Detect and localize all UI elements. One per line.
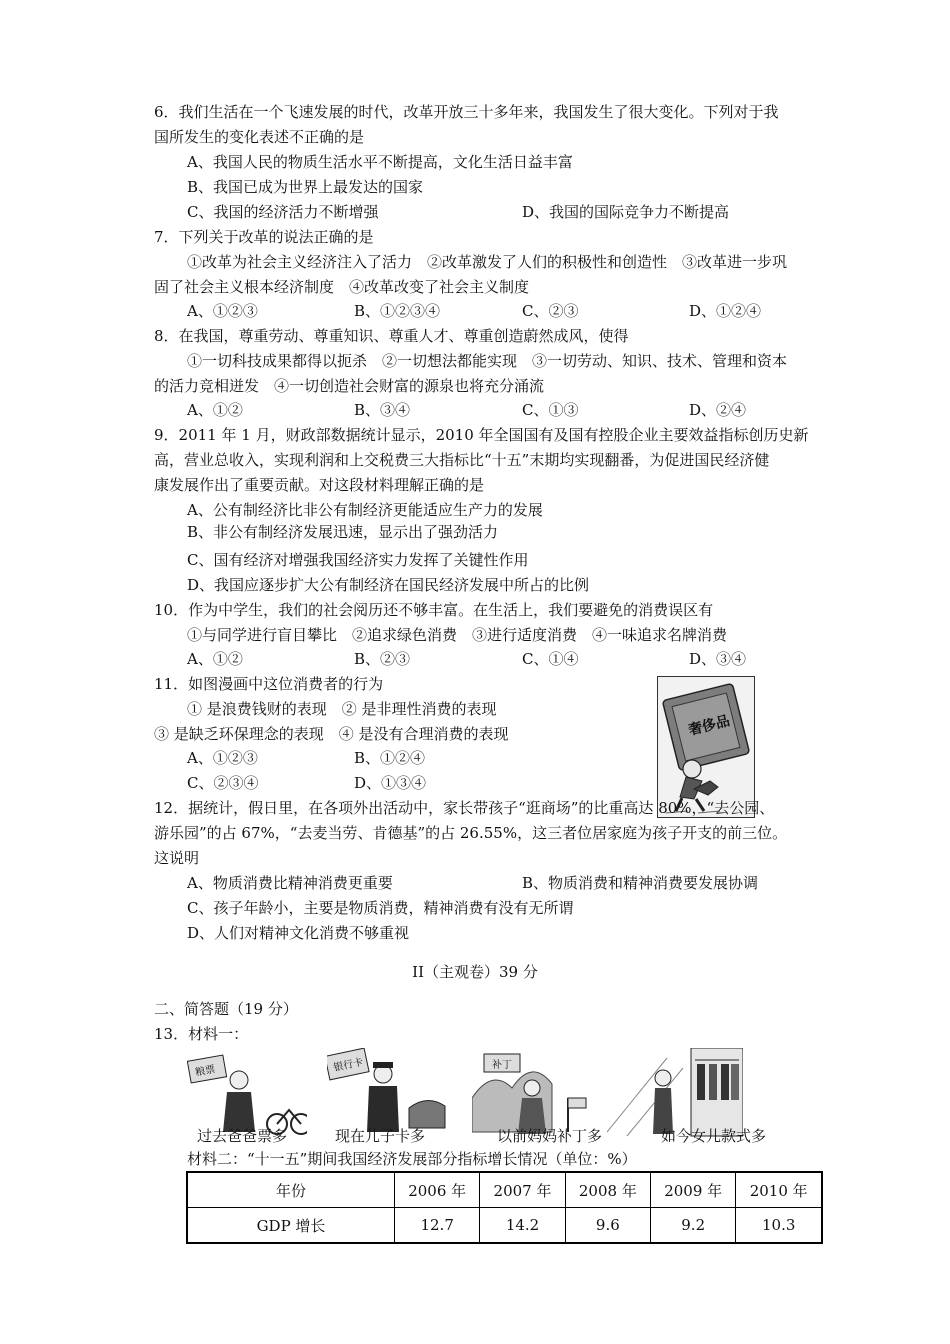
q9-option-c: C、国有经济对增强我国经济实力发挥了关键性作用 xyxy=(187,551,529,569)
q7-option-d: D、①②④ xyxy=(689,302,762,320)
comic-caption-mother: 以前妈妈补丁多 xyxy=(497,1127,603,1145)
q7-items-line2: 固了社会主义根本经济制度 ④改革改变了社会主义制度 xyxy=(154,278,530,296)
table-header-cell: 2008 年 xyxy=(565,1172,650,1208)
q9-option-d: D、我国应逐步扩大公有制经济在国民经济发展中所占的比例 xyxy=(187,576,590,594)
q10-items: ①与同学进行盲目攀比 ②追求绿色消费 ③进行适度消费 ④一味追求名牌消费 xyxy=(187,626,728,644)
comic-caption-son: 现在儿子卡多 xyxy=(335,1127,426,1145)
q12-stem-line2: 游乐园”的占 67%，“去麦当劳、肯德基”的占 26.55%，这三者位居家庭为孩子开支的前三位。 xyxy=(154,824,788,842)
q12-option-b: B、物质消费和精神消费要发展协调 xyxy=(522,874,759,892)
table-header-cell: 2007 年 xyxy=(480,1172,565,1208)
q8-option-b: B、③④ xyxy=(354,401,411,419)
cartoon-drawing xyxy=(658,677,754,817)
table-header-row xyxy=(187,1172,822,1208)
table-cell: 9.2 xyxy=(651,1208,736,1244)
q8-option-d: D、②④ xyxy=(689,401,747,419)
q12-option-d: D、人们对精神文化消费不够重视 xyxy=(187,924,410,942)
q11-option-c: C、②③④ xyxy=(187,774,259,792)
table-cell: GDP 增长 xyxy=(187,1208,395,1244)
q8-items-line2: 的活力竞相迸发 ④一切创造社会财富的源泉也将充分涌流 xyxy=(154,377,545,395)
table-cell: 14.2 xyxy=(480,1208,565,1244)
q8-option-a: A、①② xyxy=(187,401,243,419)
table-row xyxy=(187,1208,822,1244)
gdp-growth-table xyxy=(186,1171,823,1244)
q7-items-line1: ①改革为社会主义经济注入了活力 ②改革激发了人们的积极性和创造性 ③改革进一步巩 xyxy=(187,253,788,271)
table-header-cell: 2006 年 xyxy=(395,1172,480,1208)
q10-option-d: D、③④ xyxy=(689,650,747,668)
q9-stem-line2: 高，营业总收入，实现利润和上交税费三大指标比“十五”末期均实现翻番，为促进国民经济健 xyxy=(154,451,770,469)
q6-option-c: C、我国的经济活力不断增强 xyxy=(187,203,379,221)
comic-sign-patches: 补丁 xyxy=(492,1060,512,1071)
luxury-consumer-cartoon xyxy=(657,676,755,818)
q7-option-b: B、①②③④ xyxy=(354,302,441,320)
q12-option-c: C、孩子年龄小，主要是物质消费，精神消费有没有无所谓 xyxy=(187,899,574,917)
q11-items-line1: ① 是浪费钱财的表现 ② 是非理性消费的表现 xyxy=(187,700,497,718)
q12-option-a: A、物质消费比精神消费更重要 xyxy=(187,874,393,892)
comic-sign-coupons: 粮票 xyxy=(194,1064,217,1079)
q8-option-c: C、①③ xyxy=(522,401,579,419)
comic-caption-father: 过去爸爸票多 xyxy=(197,1127,288,1145)
table-cell: 10.3 xyxy=(736,1208,822,1244)
q10-option-a: A、①② xyxy=(187,650,243,668)
q9-stem-line3: 康发展作出了重要贡献。对这段材料理解正确的是 xyxy=(154,476,485,494)
q11-option-a: A、①②③ xyxy=(187,749,258,767)
q11-items-line2: ③ 是缺乏环保理念的表现 ④ 是没有合理消费的表现 xyxy=(154,725,509,743)
section2-title: II（主观卷）39 分 xyxy=(412,963,538,981)
q11-stem: 11．如图漫画中这位消费者的行为 xyxy=(154,675,384,693)
cartoon-luxury-label: 奢侈品 xyxy=(686,713,732,739)
q7-option-a: A、①②③ xyxy=(187,302,258,320)
table-header-cell: 年份 xyxy=(187,1172,395,1208)
q11-option-b: B、①②④ xyxy=(354,749,426,767)
q8-stem: 8．在我国，尊重劳动、尊重知识、尊重人才、尊重创造蔚然成风，使得 xyxy=(154,327,629,345)
q12-stem-line3: 这说明 xyxy=(154,849,200,867)
q6-option-b: B、我国已成为世界上最发达的国家 xyxy=(187,178,424,196)
q9-option-a: A、公有制经济比非公有制经济更能适应生产力的发展 xyxy=(187,501,543,519)
q12-stem-line1: 12．据统计，假日里，在各项外出活动中，家长带孩子“逛商场”的比重高达 80%，“去公园、 xyxy=(154,799,775,817)
comic-sign-bankcards: 银行卡 xyxy=(332,1056,365,1074)
q9-option-b: B、非公有制经济发展迅速，显示出了强劲活力 xyxy=(187,523,499,541)
q6-stem-line1: 6．我们生活在一个飞速发展的时代，改革开放三十多年来，我国发生了很大变化。下列对于我 xyxy=(154,103,779,121)
table-cell: 12.7 xyxy=(395,1208,480,1244)
q10-stem: 10．作为中学生，我们的社会阅历还不够丰富。在生活上，我们要避免的消费误区有 xyxy=(154,601,714,619)
material1-comic-strip xyxy=(187,1048,767,1145)
q7-option-c: C、②③ xyxy=(522,302,579,320)
q11-option-d: D、①③④ xyxy=(354,774,427,792)
q6-option-d: D、我国的国际竞争力不断提高 xyxy=(522,203,730,221)
table-header-cell: 2009 年 xyxy=(651,1172,736,1208)
q13-material1-label: 13．材料一： xyxy=(154,1025,249,1043)
q8-items-line1: ①一切科技成果都得以扼杀 ②一切想法都能实现 ③一切劳动、知识、技术、管理和资本 xyxy=(187,352,788,370)
q6-stem-line2: 国所发生的变化表述不正确的是 xyxy=(154,128,365,146)
q10-option-c: C、①④ xyxy=(522,650,579,668)
q10-option-b: B、②③ xyxy=(354,650,411,668)
table-cell: 9.6 xyxy=(565,1208,650,1244)
table-header-cell: 2010 年 xyxy=(736,1172,822,1208)
section2-heading: 二、简答题（19 分） xyxy=(154,1000,298,1018)
q6-option-a: A、我国人民的物质生活水平不断提高，文化生活日益丰富 xyxy=(187,153,573,171)
comic-caption-daughter: 如今女儿款式多 xyxy=(661,1127,767,1145)
q7-stem: 7．下列关于改革的说法正确的是 xyxy=(154,228,374,246)
q9-stem-line1: 9．2011 年 1 月，财政部数据统计显示，2010 年全国国有及国有控股企业主要效益指标创历史新 xyxy=(154,426,809,444)
material2-label: 材料二：“十一五”期间我国经济发展部分指标增长情况（单位：%） xyxy=(187,1150,637,1168)
